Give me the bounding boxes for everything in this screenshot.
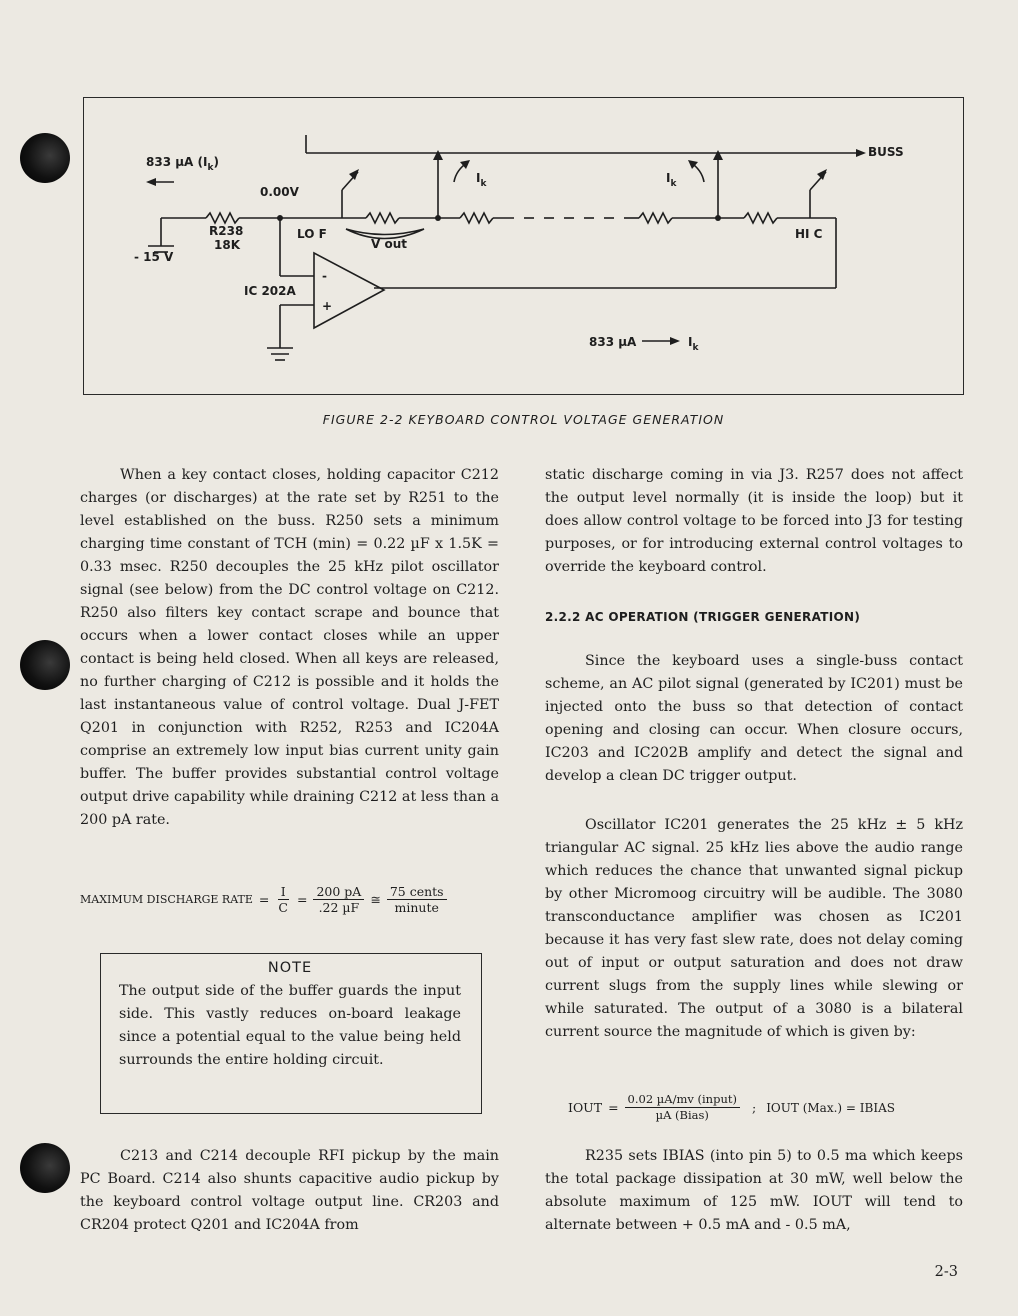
note-box <box>100 953 482 1114</box>
fraction-denominator-3: minute <box>394 900 439 915</box>
right-column-paragraph-4 <box>545 1145 963 1237</box>
schematic-diagram <box>84 98 965 396</box>
right-column-paragraph-3 <box>545 814 963 1044</box>
equals-sign: = <box>258 892 270 907</box>
paragraph-text: static discharge coming in via J3. R257 does not affect the output level normally (it is inside the loop) but it does allow control voltage to be forced into J3 for testing purposes, or for introducing external control voltages to override the keyboard control. <box>545 467 963 575</box>
fraction-values <box>313 884 364 915</box>
lof-label: LO F <box>297 227 327 241</box>
fraction-numerator: 0.02 µA/mv (input) <box>625 1092 740 1108</box>
paragraph-text: R235 sets IBIAS (into pin 5) to 0.5 ma which keeps the total package dissipation at 30 mW, well below the absolute maximum of 125 mW. IOUT will tend to alternate between + 0.5 mA and - 0.5 mA, <box>545 1148 963 1233</box>
semicolon: ; <box>751 1100 757 1115</box>
discharge-rate-equation <box>80 884 447 915</box>
r238-value-label: 18K <box>214 238 240 252</box>
current-label-top: 833 µA $(I_k)$ <box>146 155 219 173</box>
paragraph-text: When a key contact closes, holding capacitor C212 charges (or discharges) at the rate set by R251 to the level established on the buss. R250 sets a minimum charging time constant of TCH (min) = 0.22 µF x 1.5K = 0.33 msec. R250 decouples the 25 kHz pilot oscillator signal (see below) from the DC control voltage on C212. R250 also filters key contact scrape and bounce that occurs when a lower contact closes while an upper contact is being held closed. When all keys are released, no further charging of C212 is possible and it holds the last instantaneous value of control voltage. Dual J-FET Q201 in conjunction with R252, R253 and IC204A comprise an extremely low input bias current unity gain buffer. The buffer provides substantial control voltage output drive capability while draining C212 at less than a 200 pA rate. <box>80 467 499 828</box>
punch-hole-bottom <box>20 1143 70 1193</box>
figure-caption: FIGURE 2-2 KEYBOARD CONTROL VOLTAGE GENERATION <box>322 412 725 427</box>
approx-sign: ≅ <box>370 892 381 907</box>
buss-label: BUSS <box>868 145 904 159</box>
iout-lhs: IOUT <box>568 1100 603 1115</box>
fraction-denominator: µA (Bias) <box>655 1108 709 1122</box>
fraction-cents <box>387 884 447 915</box>
page-number: 2-3 <box>934 1264 958 1280</box>
paragraph-text: Oscillator IC201 generates the 25 kHz ± 5 kHz triangular AC signal. 25 kHz lies above the audio range which reduces the chance that unwanted signal pickup by other Micromoog circuitry will be audible. The 3080 transconductance amplifier was chosen as IC201 because it has very fast slew rate, does not delay coming out of input or output saturation and does not draw current slugs from the supply lines while slewing or while saturated. The output of a 3080 is a bilateral current source the magnitude of which is given by: <box>545 817 963 1040</box>
ik-label-1: $I_k$ <box>476 171 487 189</box>
iout-max-equation: IOUT (Max.) = IBIAS <box>766 1100 895 1115</box>
paragraph-text: Since the keyboard uses a single-buss contact scheme, an AC pilot signal (generated by IC201) must be injected onto the buss so that detection of contact opening and closing can occur. When closure occurs, IC203 and IC202B amplify and detect the signal and develop a clean DC trigger output. <box>545 653 963 784</box>
fraction-numerator-3: 75 cents <box>387 884 447 900</box>
punch-hole-middle <box>20 640 70 690</box>
opamp-plus-label: + <box>322 299 333 313</box>
fraction-numerator-2: 200 pA <box>313 884 364 900</box>
fraction-denominator-2: .22 µF <box>318 900 360 915</box>
ik-label-2: $I_k$ <box>666 171 677 189</box>
right-column-paragraph-1 <box>545 464 963 579</box>
note-title: NOTE <box>267 960 313 976</box>
ik-label-bottom: $I_k$ <box>688 335 699 353</box>
note-body: The output side of the buffer guards the input side. This vastly reduces on-board leakage since a potential equal to the value being held surrounds the entire holding circuit. <box>119 983 461 1068</box>
iout-fraction <box>625 1092 740 1123</box>
r238-label: R238 <box>209 224 244 238</box>
zero-volt-label: 0.00V <box>260 185 299 199</box>
iout-equation <box>568 1092 895 1123</box>
equals-sign: = <box>608 1100 619 1115</box>
ic202a-label: IC 202A <box>244 284 296 298</box>
punch-hole-top <box>20 133 70 183</box>
fraction-denominator: C <box>278 900 288 915</box>
vout-label: V out <box>371 237 407 251</box>
left-column-paragraph-2 <box>80 1145 499 1237</box>
paragraph-text: C213 and C214 decouple RFI pickup by the main PC Board. C214 also shunts capacitive audio pickup by the keyboard control voltage output line. CR203 and CR204 protect Q201 and IC204A from <box>80 1148 499 1233</box>
equation-label: MAXIMUM DISCHARGE RATE <box>80 893 253 906</box>
fraction-i-over-c <box>275 884 291 915</box>
neg15v-label: - 15 V <box>134 250 174 264</box>
schematic-figure <box>83 97 964 395</box>
hic-label: HI C <box>795 227 823 241</box>
current-label-bottom: 833 µA <box>589 335 637 349</box>
section-heading: 2.2.2 AC OPERATION (TRIGGER GENERATION) <box>545 610 861 624</box>
fraction-numerator: I <box>278 884 289 900</box>
equals-sign-2: = <box>296 892 308 907</box>
opamp-minus-label: - <box>322 269 327 283</box>
left-column-paragraph-1 <box>80 464 499 832</box>
right-column-paragraph-2 <box>545 650 963 788</box>
